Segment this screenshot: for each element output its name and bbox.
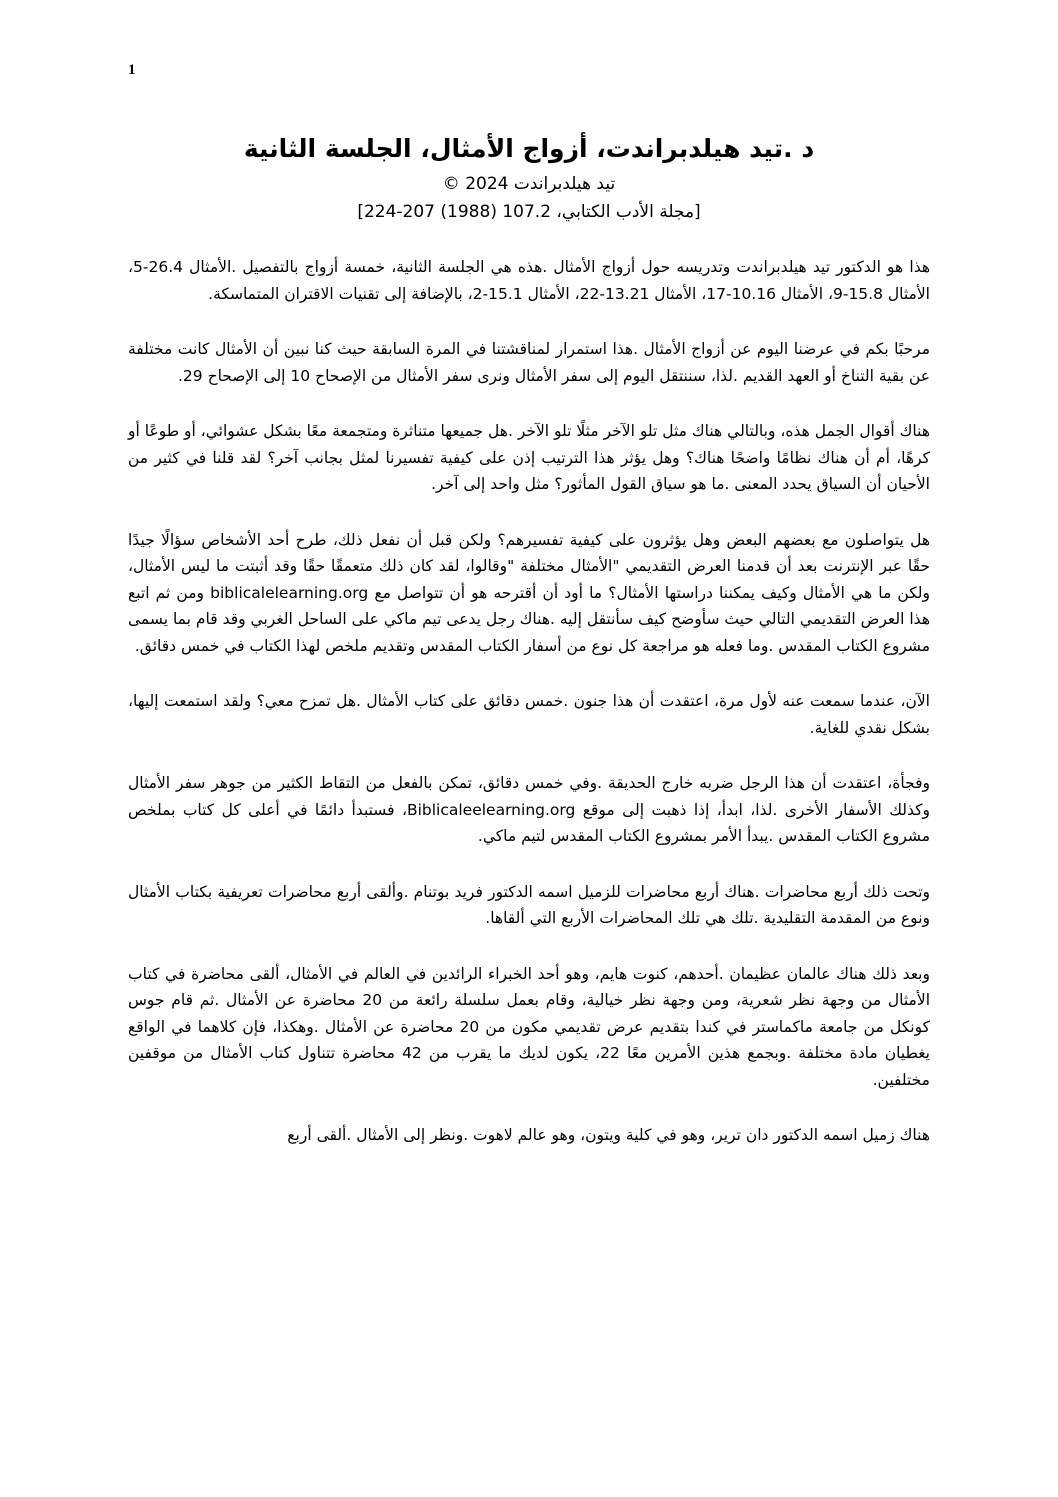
document-header: [128, 128, 930, 226]
paragraph: وتحت ذلك أربع محاضرات .هناك أربع محاضرات للزميل اسمه الدكتور فريد بوتنام .وألقى أربع محاضرات تعريفية بكتاب الأمثال ونوع من المقدمة التقليدية .تلك هي تلك المحاضرات الأربع التي ألقاها.: [128, 882, 930, 927]
document-body: [128, 254, 930, 1178]
copyright-line: تيد هيلدبراندت 2024 ©: [442, 174, 616, 194]
paragraph: وبعد ذلك هناك عالمان عظيمان .أحدهم، كنوت هايم، وهو أحد الخبراء الرائدين في العالم في الأمثال، ألقى محاضرة في كتاب الأمثال من وجهة نظر شعرية، ومن وجهة نظر خيالية، وقام بعمل سلسلة رائعة من 20 محاضرة عن الأمثال .ثم قام جوس كونكل من جامعة ماكماستر في كندا بتقديم عرض تقديمي مكون من 20 محاضرة عن الأمثال .وهكذا، فإن كلاهما في الواقع يغطيان مادة مختلفة .وبجمع هذين الأمرين معًا 22، يكون لديك ما يقرب من 42 محاضرة تتناول كتاب الأمثال من موقفين مختلفين.: [128, 964, 931, 1089]
citation-line: [مجلة الأدب الكتابي، 107.2 (1988) 207-224]: [357, 202, 701, 222]
paragraph: هناك زميل اسمه الدكتور دان ترير، وهو في كلية ويتون، وهو عالم لاهوت .ونظر إلى الأمثال .ألقى أربع: [287, 1126, 930, 1144]
paragraph: الآن، عندما سمعت عنه لأول مرة، اعتقدت أن هذا جنون .خمس دقائق على كتاب الأمثال .هل تمزح معي؟ ولقد استمعت إليها، بشكل نقدي للغاية.: [128, 692, 930, 737]
paragraph: هناك أقوال الجمل هذه، وبالتالي هناك مثل تلو الآخر مثلًا تلو الآخر .هل جميعها متناثرة ومتجمعة معًا بشكل عشوائي، أو طوعًا أو كرهًا، أم أن هناك نظامًا واضحًا هناك؟ وهل يؤثر هذا الترتيب إذن على كيفية تفسيرنا لمثل بجانب آخر؟ لقد قلنا في كثير من الأحيان أن السياق يحدد المعنى .ما هو سياق القول المأثور؟ مثل واحد إلى آخر.: [128, 422, 930, 493]
paragraph: مرحبًا بكم في عرضنا اليوم عن أزواج الأمثال .هذا استمرار لمناقشتنا في المرة السابقة حيث كنا نبين أن الأمثال كانت مختلفة عن بقية التناخ أو العهد القديم .لذا، سننتقل اليوم إلى سفر الأمثال ونرى سفر الأمثال من الإصحاح 10 إلى الإصحاح 29.: [128, 340, 930, 385]
document-title: د .تيد هيلدبراندت، أزواج الأمثال، الجلسة الثانية: [243, 134, 815, 163]
paragraph: هل يتواصلون مع بعضهم البعض وهل يؤثرون على كيفية تفسيرهم؟ ولكن قبل أن نفعل ذلك، طرح أحد الأشخاص سؤالًا جيدًا حقًا عبر الإنترنت بعد أن قدمنا العرض التقديمي "الأمثال مختلفة "وقالوا، لقد كان ذلك متعمقًا حقًا وقد أثبتت ما ليس الأمثال، ولكن ما هي الأمثال وكيف يمكننا دراستها الأمثال؟ ما أود أن أقترحه هو أن تتواصل مع biblicalelearning.org ومن ثم اتبع هذا العرض التقديمي التالي حيث سأوضح كيف سأنتقل إليه .هناك رجل يدعى تيم ماكي على الساحل الغربي وقد قام بما يسمى مشروع الكتاب المقدس .وما فعله هو مراجعة كل نوع من أسفار الكتاب المقدس وتقديم ملخص لهذا الكتاب في خمس دقائق.: [128, 530, 931, 655]
paragraph: وفجأة، اعتقدت أن هذا الرجل ضربه خارج الحديقة .وفي خمس دقائق، تمكن بالفعل من التقاط الكثير من جوهر سفر الأمثال وكذلك الأسفار الأخرى .لذا، ابدأ، إذا ذهبت إلى موقع Biblicaleelearning.org، فستبدأ دائمًا في أعلى كل كتاب بملخص مشروع الكتاب المقدس .يبدأ الأمر بمشروع الكتاب المقدس لتيم ماكي.: [128, 774, 930, 845]
paragraph: هذا هو الدكتور تيد هيلدبراندت وتدريسه حول أزواج الأمثال .هذه هي الجلسة الثانية، خمسة أزواج بالتفصيل .الأمثال 26.4-5، الأمثال 15.8-9، الأمثال 10.16-17، الأمثال 13.21-22، الأمثال 15.1-2، بالإضافة إلى تقنيات الاقتران المتماسكة.: [128, 258, 930, 303]
page-number: 1: [128, 62, 136, 78]
